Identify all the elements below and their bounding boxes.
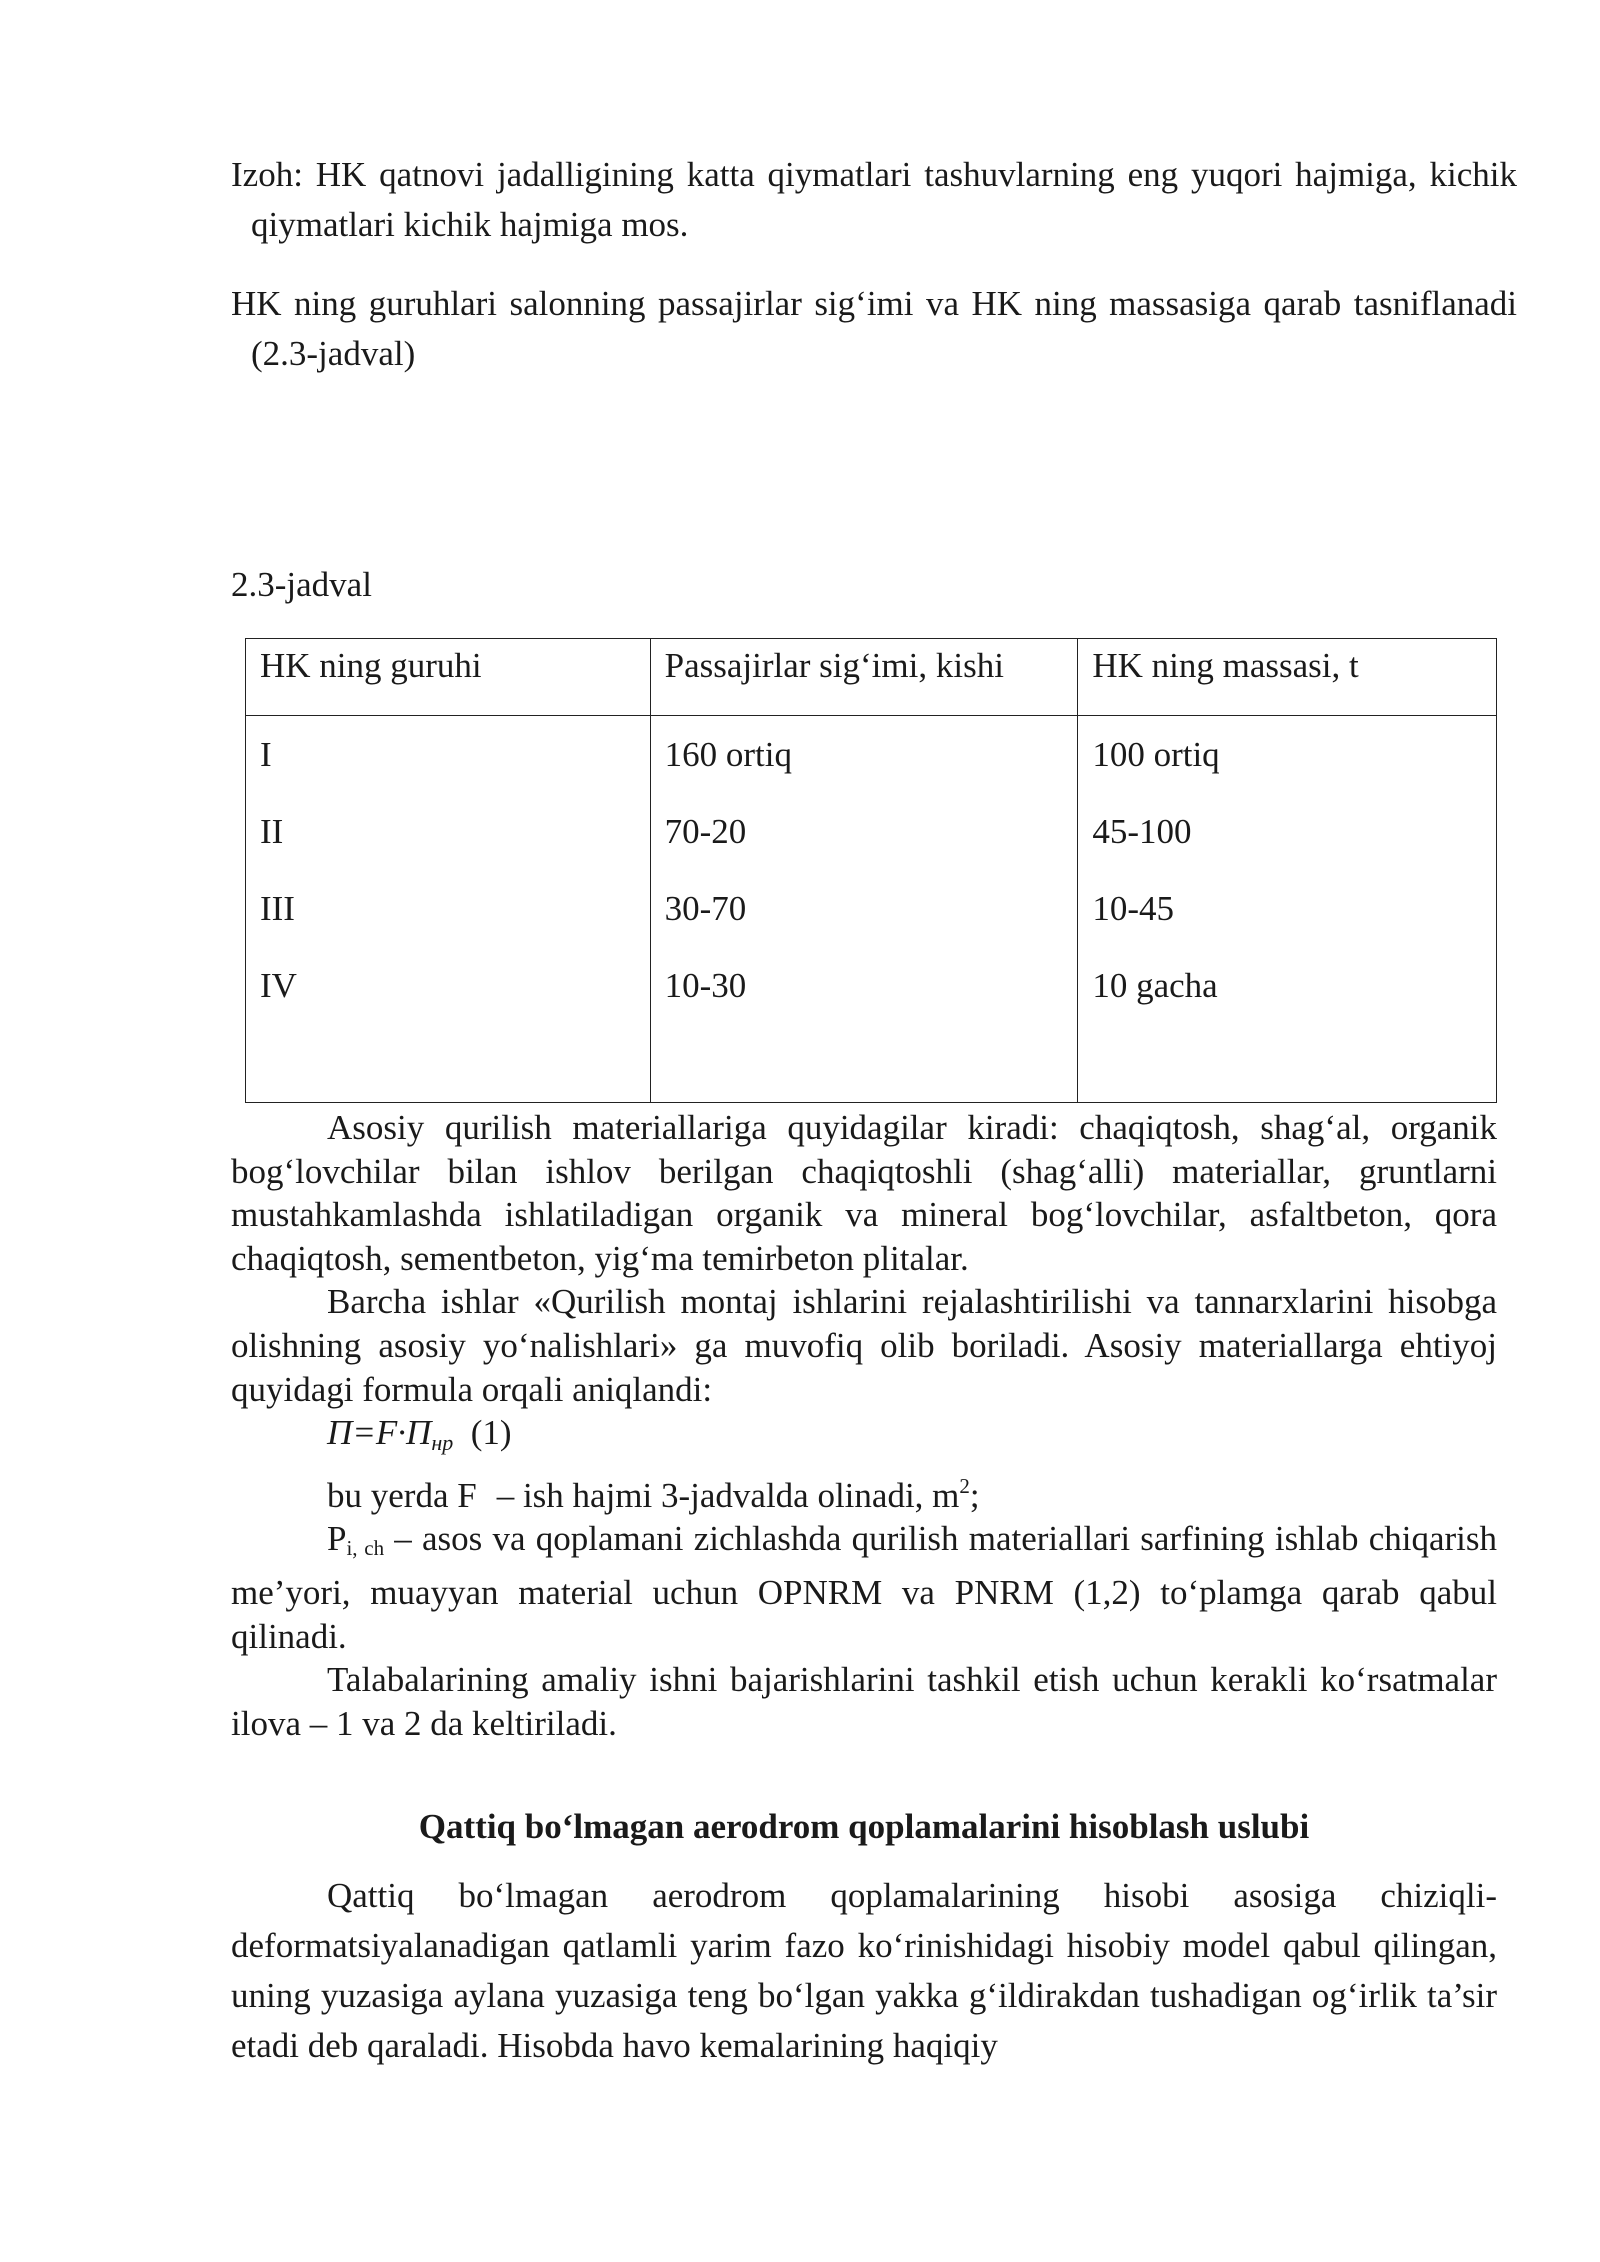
section-heading: Qattiq bo‘lmagan aerodrom qoplamalarini hisoblash uslubi	[418, 1807, 1310, 1846]
capacity-cell: 30-70	[664, 889, 747, 928]
norm-subscript: i, ch	[346, 1536, 385, 1561]
formula-number: (1)	[470, 1413, 512, 1453]
capacity-cell: 10-30	[664, 966, 747, 1005]
where-superscript: 2	[959, 1473, 970, 1498]
body-text	[231, 1106, 1497, 1745]
table-header-row	[246, 639, 1497, 716]
where-line	[231, 1465, 1497, 1518]
section-paragraph: Qattiq bo‘lmagan aerodrom qoplamalarining hisobi asosiga chiziqli-deformatsiyalanadigan qatlamli yarim fazo ko‘rinishidagi hisobiy model qabul qilingan, uning yuzasiga aylana yuzasiga teng bo‘lgan yakka g‘ildirakdan tushadigan og‘irlik ta’sir etadi deb qaraladi. Hisobda havo kemalarining haqiqiy	[231, 1876, 1497, 2065]
where-end: ;	[969, 1475, 980, 1515]
capacity-cell: 160 ortiq	[664, 735, 792, 774]
where-symbol: bu yerda F	[327, 1475, 477, 1515]
group-cell: IV	[260, 966, 297, 1005]
capacity-column	[650, 716, 1078, 1103]
section-body	[231, 1871, 1497, 2071]
capacity-cell: 70-20	[664, 812, 747, 851]
mass-cell: 10 gacha	[1092, 966, 1218, 1005]
norm-paragraph	[231, 1517, 1497, 1658]
norm-description: – asos va qoplamani zichlashda qurilish materiallari sarfining ishlab chiqarish me’yori, muayyan material uchun OPNRM va PNRM (1,2) to‘plamga qarab qabul qilinadi.	[231, 1519, 1497, 1656]
header-group: HK ning guruhi	[246, 639, 651, 716]
formula-subscript: нр	[431, 1430, 454, 1456]
instructions-paragraph: Talabalarining amaliy ishni bajarishlarini tashkil etish uchun kerakli ko‘rsatmalar ilova – 1 va 2 da keltiriladi.	[231, 1660, 1497, 1743]
mass-column	[1078, 716, 1497, 1103]
group-column	[246, 716, 651, 1103]
formula	[231, 1411, 1497, 1465]
group-cell: I	[260, 735, 272, 774]
table-body-row	[246, 716, 1497, 1103]
header-capacity: Passajirlar sig‘imi, kishi	[650, 639, 1078, 716]
mass-cell: 10-45	[1092, 889, 1174, 928]
formula-expression: П=F·П	[327, 1413, 432, 1453]
norm-symbol: P	[327, 1519, 347, 1559]
table-caption: 2.3-jadval	[231, 565, 372, 604]
group-cell: II	[260, 812, 284, 851]
works-paragraph: Barcha ishlar «Qurilish montaj ishlarini rejalashtirilishi va tannarxlarini hisobga olishning asosiy yo‘nalishlari» ga muvofiq olib boriladi. Asosiy materiallarga ehtiyoj quyidagi formula orqali aniqlandi:	[231, 1282, 1497, 1409]
mass-cell: 100 ortiq	[1092, 735, 1220, 774]
mass-cell: 45-100	[1092, 812, 1192, 851]
group-cell: III	[260, 889, 295, 928]
materials-paragraph: Asosiy qurilish materiallariga quyidagilar kiradi: chaqiqtosh, shag‘al, organik bog‘lovchilar bilan ishlov berilgan chaqiqtoshli (shag‘alli) materiallar, gruntlarni mustahkamlashda ishlatiladigan organik va mineral bog‘lovchilar, asfaltbeton, qora chaqiqtosh, sementbeton, yig‘ma temirbeton plitalar.	[231, 1108, 1497, 1278]
aircraft-groups-table	[245, 638, 1497, 1103]
groups-intro-paragraph: HK ning guruhlari salonning passajirlar sig‘imi va HK ning massasiga qarab tasniflanadi (2.3-jadval)	[231, 284, 1517, 373]
note-paragraph: Izoh: HK qatnovi jadalligining katta qiymatlari tashuvlarning eng yuqori hajmiga, kichik qiymatlari kichik hajmiga mos.	[231, 155, 1517, 244]
where-description: – ish hajmi 3-jadvalda olinadi, m	[496, 1475, 960, 1515]
header-mass: HK ning massasi, t	[1078, 639, 1497, 716]
